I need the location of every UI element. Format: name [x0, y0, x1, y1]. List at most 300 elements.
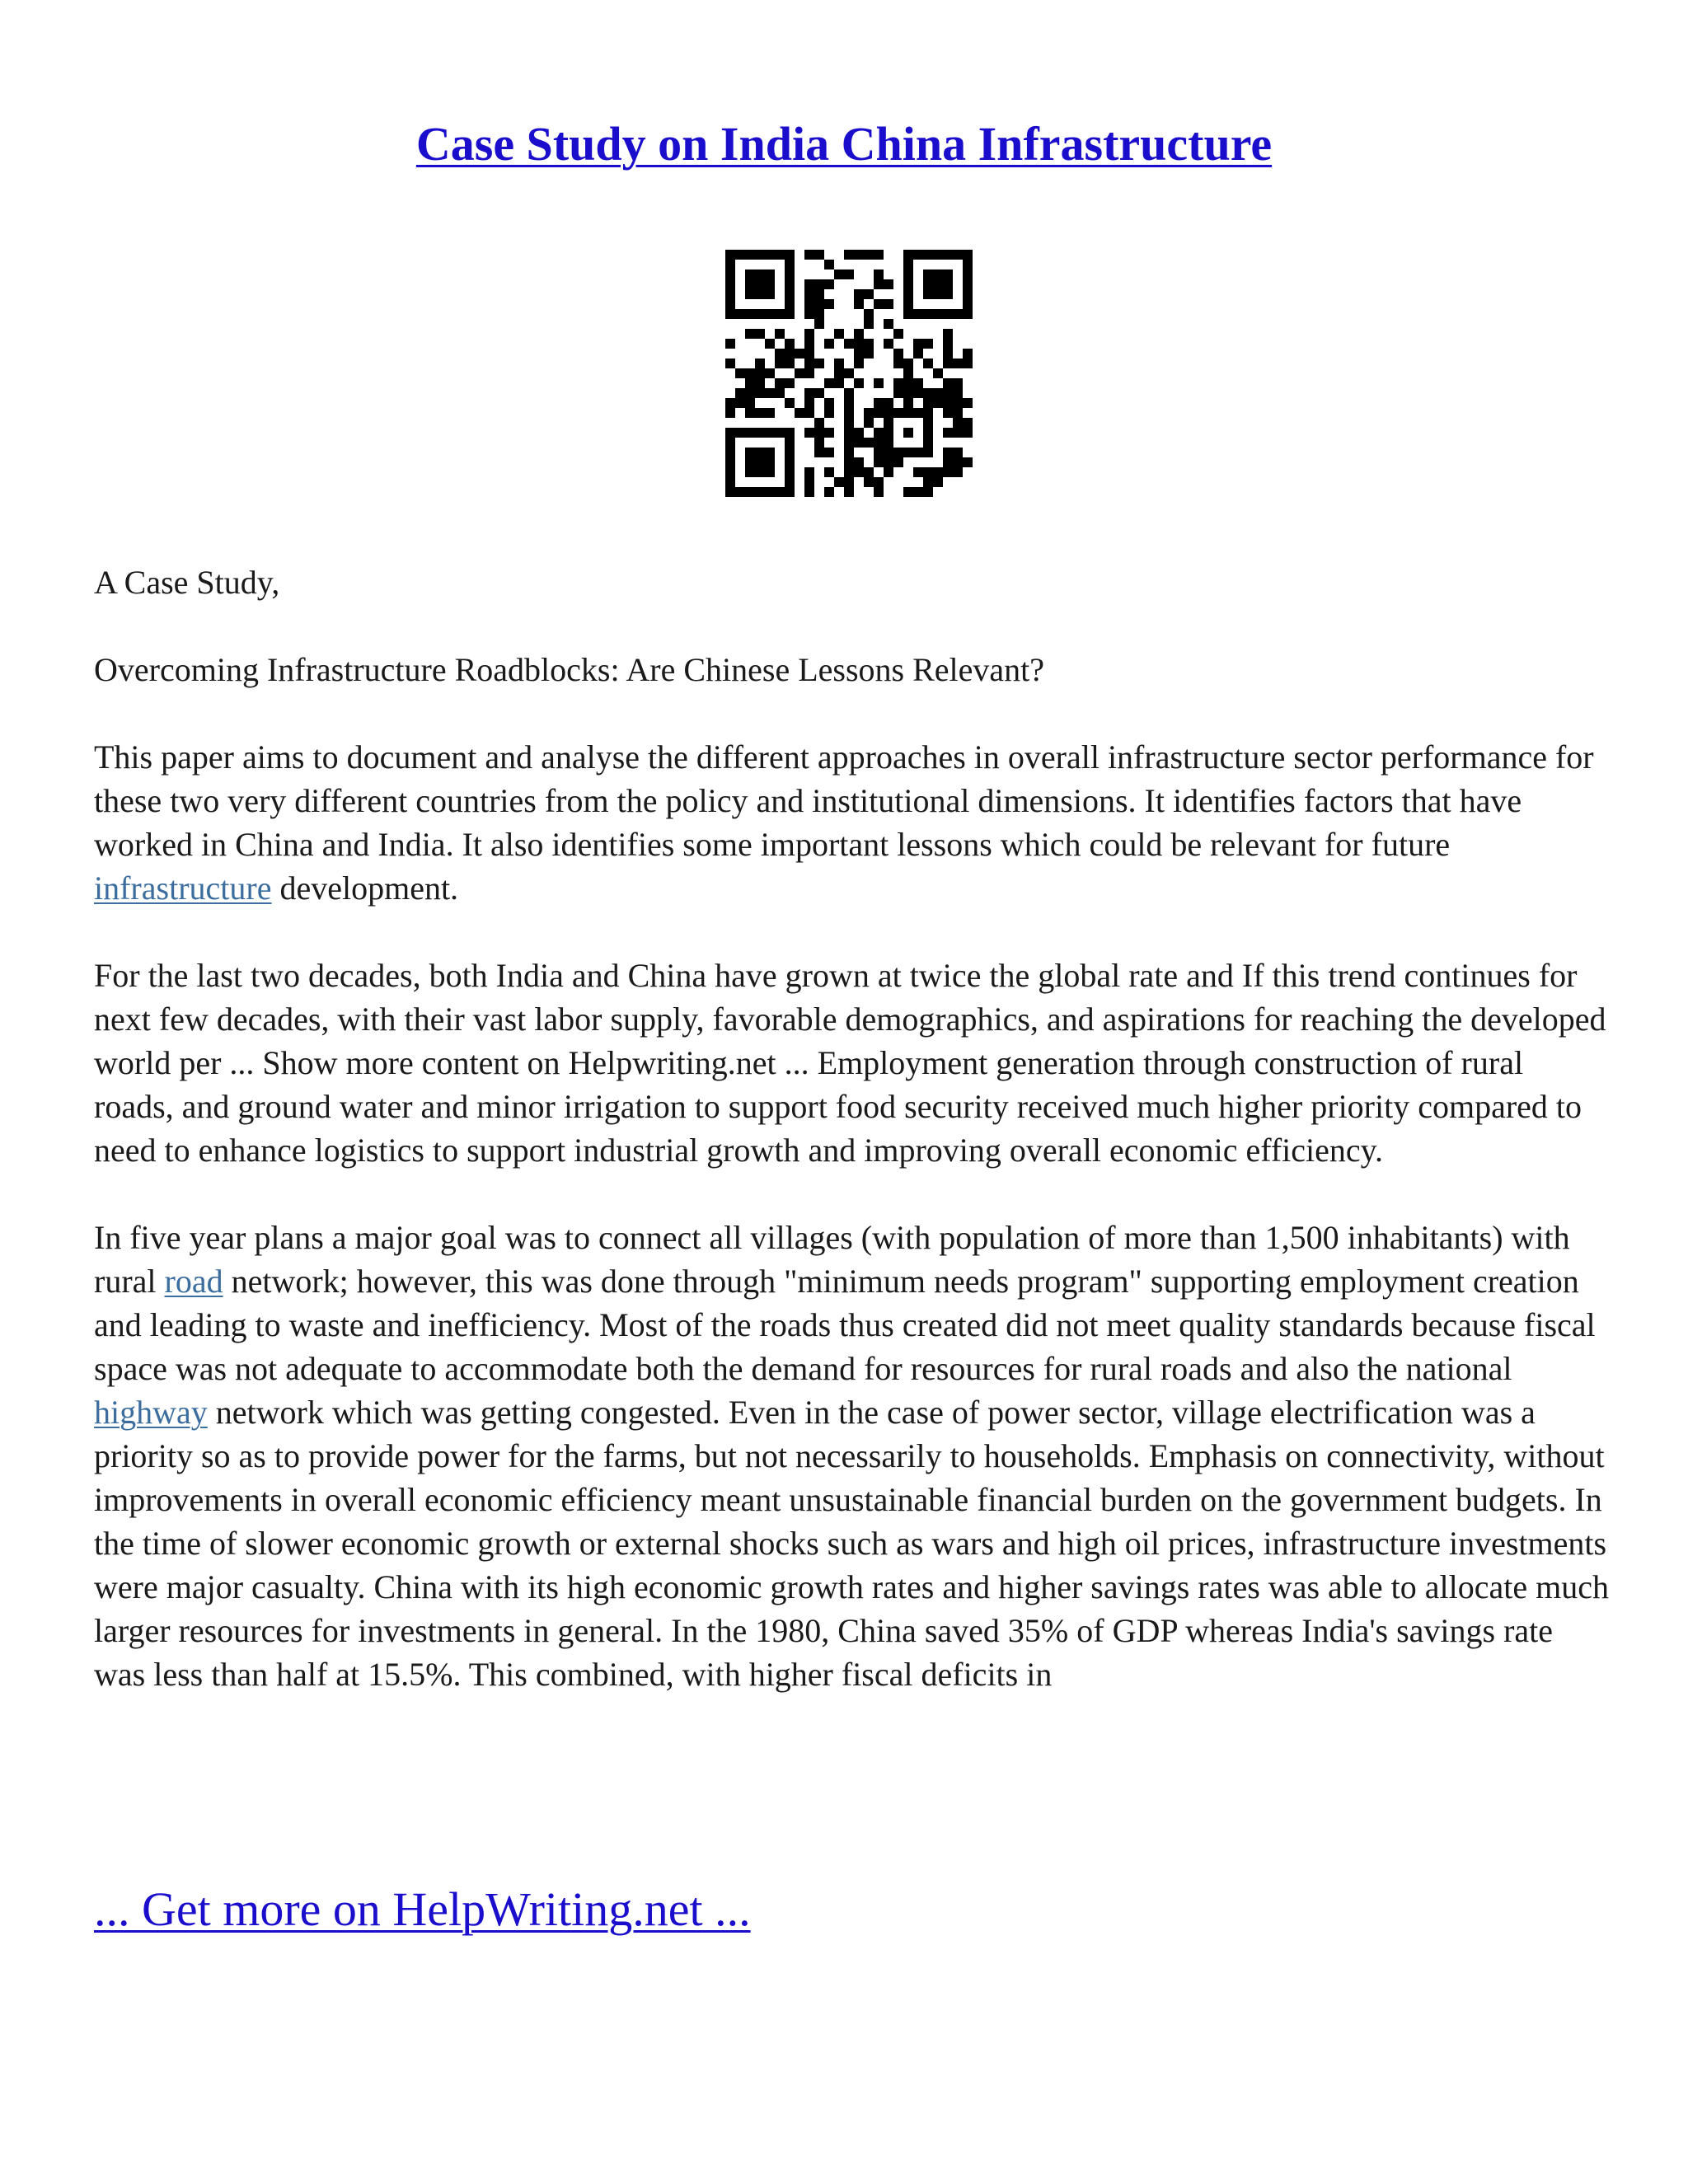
qr-module	[765, 467, 775, 477]
qr-module	[953, 457, 963, 467]
qr-module	[844, 428, 854, 438]
intro-line: A Case Study,	[94, 564, 280, 601]
qr-module	[785, 477, 795, 487]
qr-module	[844, 339, 854, 349]
qr-module	[755, 279, 765, 289]
qr-module	[755, 368, 765, 378]
qr-module	[725, 448, 735, 457]
qr-module	[824, 260, 834, 269]
qr-module	[884, 418, 893, 428]
qr-module	[864, 349, 874, 359]
qr-module	[755, 388, 765, 398]
qr-module	[903, 398, 913, 408]
qr-module	[755, 329, 765, 339]
qr-module	[913, 408, 923, 418]
qr-module	[923, 487, 933, 497]
qr-module	[884, 457, 893, 467]
qr-module	[923, 467, 933, 477]
qr-module	[755, 359, 765, 368]
qr-module	[903, 428, 913, 438]
qr-module	[795, 368, 804, 378]
qr-module	[755, 309, 765, 319]
qr-module	[844, 477, 854, 487]
qr-module	[893, 378, 903, 388]
qr-module	[963, 299, 973, 309]
qr-module	[795, 349, 804, 359]
qr-module	[864, 339, 874, 349]
qr-module	[735, 398, 745, 408]
qr-module	[963, 269, 973, 279]
qr-module	[933, 477, 943, 487]
qr-module	[745, 309, 755, 319]
qr-module	[943, 457, 953, 467]
qr-module	[755, 467, 765, 477]
qr-module	[844, 467, 854, 477]
qr-module	[844, 438, 854, 448]
qr-module	[953, 398, 963, 408]
qr-module	[765, 408, 775, 418]
qr-module	[735, 388, 745, 398]
qr-module	[923, 438, 933, 448]
qr-module	[844, 269, 854, 279]
qr-module	[923, 289, 933, 299]
qr-module	[864, 408, 874, 418]
qr-module	[765, 448, 775, 457]
qr-module	[844, 457, 854, 467]
qr-module	[834, 329, 844, 339]
qr-module	[765, 279, 775, 289]
qr-module	[923, 309, 933, 319]
qr-module	[745, 448, 755, 457]
qr-module	[903, 269, 913, 279]
qr-module	[913, 487, 923, 497]
qr-module	[903, 359, 913, 368]
qr-module	[933, 250, 943, 260]
qr-module	[785, 269, 795, 279]
qr-module	[953, 428, 963, 438]
qr-module	[804, 289, 814, 299]
qr-module	[785, 359, 795, 368]
qr-module	[785, 349, 795, 359]
paragraph-3-text-b: network; however, this was done through "minimum needs program" supporting employment creation and leading to waste and inefficiency. Most of the roads thus created did not meet quality standards because fiscal space was not adequate to accommodate both the demand for resources for rural roads and also the national	[94, 1263, 1596, 1387]
qr-module	[804, 428, 814, 438]
qr-module	[814, 309, 824, 319]
qr-module	[943, 339, 953, 349]
qr-module	[834, 477, 844, 487]
qr-module	[804, 329, 814, 339]
qr-module	[943, 269, 953, 279]
qr-module	[844, 487, 854, 497]
qr-module	[874, 398, 884, 408]
qr-module	[943, 349, 953, 359]
qr-module	[745, 457, 755, 467]
qr-module	[735, 250, 745, 260]
qr-module	[775, 487, 785, 497]
qr-module	[824, 339, 834, 349]
qr-module	[745, 398, 755, 408]
qr-module	[725, 428, 735, 438]
qr-module	[804, 408, 814, 418]
qr-module	[884, 467, 893, 477]
qr-module	[735, 368, 745, 378]
qr-module	[943, 448, 953, 457]
qr-module	[725, 359, 735, 368]
qr-module	[725, 260, 735, 269]
qr-module	[854, 467, 864, 477]
qr-module	[775, 378, 785, 388]
qr-module	[785, 250, 795, 260]
qr-module	[953, 309, 963, 319]
qr-module	[755, 269, 765, 279]
qr-module	[864, 438, 874, 448]
paragraph-3	[94, 1216, 1611, 1696]
qr-module	[854, 349, 864, 359]
qr-module	[884, 279, 893, 289]
qr-module	[933, 289, 943, 299]
qr-module	[725, 408, 735, 418]
qr-module	[725, 269, 735, 279]
get-more-cta	[94, 1881, 751, 1938]
document-subtitle: Overcoming Infrastructure Roadblocks: Are Chinese Lessons Relevant?	[94, 651, 1045, 688]
qr-module	[963, 260, 973, 269]
qr-module	[874, 408, 884, 418]
qr-module	[834, 359, 844, 368]
qr-module	[874, 378, 884, 388]
qr-module	[785, 339, 795, 349]
qr-module	[923, 359, 933, 368]
qr-module	[814, 438, 824, 448]
qr-module	[804, 349, 814, 359]
qr-code-icon	[725, 250, 973, 497]
qr-module	[923, 339, 933, 349]
qr-module	[735, 309, 745, 319]
qr-module	[923, 269, 933, 279]
qr-module	[963, 349, 973, 359]
qr-module	[943, 359, 953, 368]
qr-module	[963, 457, 973, 467]
qr-module	[785, 299, 795, 309]
qr-module	[963, 428, 973, 438]
qr-module	[923, 398, 933, 408]
qr-module	[745, 289, 755, 299]
qr-module	[884, 339, 893, 349]
qr-module	[755, 408, 765, 418]
qr-module	[765, 269, 775, 279]
qr-module	[785, 448, 795, 457]
qr-module	[884, 428, 893, 438]
qr-module	[725, 339, 735, 349]
qr-module	[953, 448, 963, 457]
qr-module	[755, 457, 765, 467]
qr-module	[943, 378, 953, 388]
qr-module	[864, 319, 874, 329]
qr-module	[765, 368, 775, 378]
qr-module	[765, 388, 775, 398]
qr-module	[933, 279, 943, 289]
qr-module	[785, 428, 795, 438]
qr-module	[745, 388, 755, 398]
qr-module	[943, 309, 953, 319]
qr-module	[834, 378, 844, 388]
qr-module	[874, 438, 884, 448]
qr-module	[923, 388, 933, 398]
qr-module	[923, 279, 933, 289]
qr-module	[824, 487, 834, 497]
qr-module	[953, 408, 963, 418]
qr-module	[814, 418, 824, 428]
qr-module	[874, 250, 884, 260]
qr-module	[903, 260, 913, 269]
qr-module	[943, 388, 953, 398]
qr-module	[963, 359, 973, 368]
qr-module	[913, 349, 923, 359]
qr-module	[804, 477, 814, 487]
road-link[interactable]: road	[164, 1263, 223, 1300]
qr-module	[933, 388, 943, 398]
qr-module	[903, 448, 913, 457]
qr-module	[735, 428, 745, 438]
qr-module	[785, 309, 795, 319]
qr-module	[943, 428, 953, 438]
qr-module	[943, 279, 953, 289]
qr-module	[824, 448, 834, 457]
qr-module	[725, 477, 735, 487]
qr-module	[923, 428, 933, 438]
qr-module	[864, 467, 874, 477]
qr-module	[963, 279, 973, 289]
qr-module	[943, 408, 953, 418]
qr-module	[844, 250, 854, 260]
infrastructure-link[interactable]: infrastructure	[94, 869, 272, 907]
qr-module	[745, 378, 755, 388]
qr-module	[804, 309, 814, 319]
qr-module	[903, 378, 913, 388]
qr-module	[785, 289, 795, 299]
qr-module	[963, 309, 973, 319]
qr-module	[765, 289, 775, 299]
qr-module	[745, 408, 755, 418]
qr-module	[834, 269, 844, 279]
qr-module	[953, 467, 963, 477]
qr-module	[903, 279, 913, 289]
qr-module	[943, 398, 953, 408]
paragraph-3-text-c: network which was getting congested. Even in the case of power sector, village electrification was a priority so as to provide power for the farms, but not necessarily to households. Emphasis on connectivity, without improvements in overall economic efficiency meant unsustainable financial burden on the government budgets. In the time of slower economic growth or external shocks such as wars and high oil prices, infrastructure investments were major casualty. China with its high economic growth rates and higher savings rates was able to allocate much larger resources for investments in general. In the 1980, China saved 35% of GDP whereas India's savings rate was less than half at 15.5%. This combined, with higher fiscal deficits in	[94, 1394, 1609, 1693]
qr-module	[844, 448, 854, 457]
qr-module	[903, 487, 913, 497]
qr-module	[943, 250, 953, 260]
qr-module	[864, 418, 874, 428]
paragraph-3-text-a: In five year plans a major goal was to connect all villages (with population of more than 1,500 inhabitants) with rural	[94, 1219, 1570, 1300]
get-more-link[interactable]: ... Get more on HelpWriting.net ...	[94, 1882, 751, 1936]
qr-module	[903, 250, 913, 260]
qr-module	[745, 368, 755, 378]
qr-module	[755, 487, 765, 497]
qr-module	[755, 378, 765, 388]
qr-module	[804, 467, 814, 477]
qr-module	[864, 289, 874, 299]
qr-module	[884, 448, 893, 457]
qr-module	[953, 378, 963, 388]
qr-module	[913, 309, 923, 319]
qr-module	[745, 329, 755, 339]
qr-module	[785, 398, 795, 408]
qr-module	[725, 250, 735, 260]
qr-module	[755, 289, 765, 299]
qr-module	[864, 309, 874, 319]
qr-module	[804, 339, 814, 349]
qr-module	[903, 289, 913, 299]
qr-module	[765, 487, 775, 497]
qr-module	[745, 269, 755, 279]
qr-module	[933, 368, 943, 378]
qr-module	[854, 299, 864, 309]
qr-module	[874, 299, 884, 309]
qr-module	[814, 299, 824, 309]
qr-module	[785, 457, 795, 467]
qr-module	[874, 428, 884, 438]
qr-module	[874, 487, 884, 497]
qr-module	[834, 368, 844, 378]
qr-module	[814, 289, 824, 299]
qr-module	[943, 467, 953, 477]
qr-module	[913, 467, 923, 477]
qr-module	[864, 477, 874, 487]
qr-module	[785, 467, 795, 477]
qr-module	[933, 269, 943, 279]
qr-module	[963, 398, 973, 408]
qr-module	[953, 359, 963, 368]
qr-module	[725, 309, 735, 319]
qr-module	[775, 309, 785, 319]
qr-module	[755, 448, 765, 457]
qr-module	[804, 388, 814, 398]
qr-module	[933, 309, 943, 319]
qr-module	[804, 487, 814, 497]
qr-module	[785, 487, 795, 497]
qr-module	[804, 359, 814, 368]
qr-module	[844, 388, 854, 398]
paragraph-1	[94, 735, 1611, 910]
qr-module	[953, 418, 963, 428]
qr-module	[824, 299, 834, 309]
qr-module	[785, 438, 795, 448]
qr-module	[864, 250, 874, 260]
qr-module	[775, 329, 785, 339]
qr-module	[963, 250, 973, 260]
qr-module	[874, 457, 884, 467]
qr-module	[785, 378, 795, 388]
qr-module	[735, 487, 745, 497]
qr-module	[953, 388, 963, 398]
qr-module	[893, 359, 903, 368]
qr-module	[874, 279, 884, 289]
qr-module	[893, 329, 903, 339]
qr-module	[963, 418, 973, 428]
qr-module	[874, 477, 884, 487]
qr-module	[923, 418, 933, 428]
qr-module	[844, 418, 854, 428]
qr-module	[844, 398, 854, 408]
qr-module	[854, 339, 864, 349]
qr-module	[903, 309, 913, 319]
qr-module	[903, 408, 913, 418]
qr-module	[854, 250, 864, 260]
qr-module	[844, 408, 854, 418]
qr-module	[913, 339, 923, 349]
qr-module	[824, 378, 834, 388]
qr-module	[765, 428, 775, 438]
qr-module	[814, 448, 824, 457]
qr-module	[903, 388, 913, 398]
qr-module	[854, 438, 864, 448]
qr-module	[874, 269, 884, 279]
title-link[interactable]: Case Study on India China Infrastructure	[415, 117, 1273, 171]
qr-module	[893, 448, 903, 457]
qr-module	[725, 398, 735, 408]
qr-module	[943, 329, 953, 339]
qr-module	[755, 428, 765, 438]
qr-module	[814, 388, 824, 398]
qr-module	[785, 260, 795, 269]
qr-module	[804, 299, 814, 309]
qr-module	[725, 289, 735, 299]
qr-module	[893, 388, 903, 398]
qr-module	[804, 279, 814, 289]
qr-module	[874, 448, 884, 457]
qr-module	[775, 428, 785, 438]
qr-module	[804, 398, 814, 408]
qr-module	[765, 457, 775, 467]
qr-module	[745, 250, 755, 260]
paragraph-1-text-b: development.	[271, 869, 459, 907]
qr-module	[814, 279, 824, 289]
qr-module	[824, 428, 834, 438]
qr-module	[953, 250, 963, 260]
qr-module	[854, 428, 864, 438]
qr-module	[893, 408, 903, 418]
qr-module	[725, 457, 735, 467]
qr-module	[884, 408, 893, 418]
qr-module	[923, 408, 933, 418]
qr-module	[824, 279, 834, 289]
page-title	[0, 115, 1688, 173]
qr-module	[913, 448, 923, 457]
qr-module	[884, 299, 893, 309]
qr-module	[804, 250, 814, 260]
qr-module	[775, 250, 785, 260]
qr-module	[725, 467, 735, 477]
qr-module	[854, 457, 864, 467]
qr-module	[775, 388, 785, 398]
qr-module	[903, 299, 913, 309]
qr-module	[804, 368, 814, 378]
qr-module	[814, 359, 824, 368]
qr-module	[923, 250, 933, 260]
qr-module	[824, 398, 834, 408]
qr-module	[725, 438, 735, 448]
qr-module	[844, 368, 854, 378]
qr-module	[893, 349, 903, 359]
qr-module	[913, 388, 923, 398]
qr-module	[854, 378, 864, 388]
qr-module	[933, 398, 943, 408]
qr-module	[725, 299, 735, 309]
qr-module	[884, 398, 893, 408]
highway-link[interactable]: highway	[94, 1394, 208, 1431]
qr-module	[814, 428, 824, 438]
qr-module	[745, 487, 755, 497]
qr-module	[854, 329, 864, 339]
